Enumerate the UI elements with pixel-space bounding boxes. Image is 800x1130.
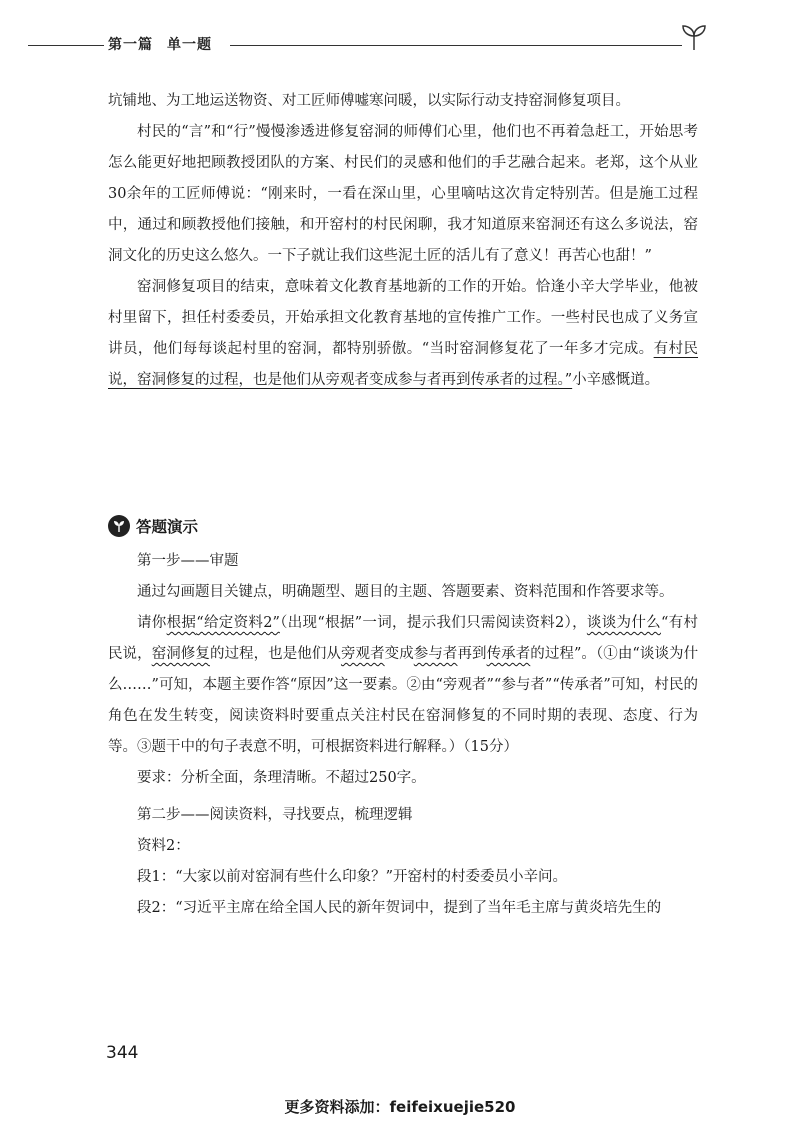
section-label: 单一题 [167,37,212,53]
step1-instruction: 通过勾画题目关键点，明确题型、题目的主题、答题要素、资料范围和作答要求等。 [137,584,674,600]
keyword-material: “给定资料2” [196,615,280,631]
answer-demo-heading: 答题演示 [108,515,198,537]
sprout-icon [680,22,708,52]
part-label: 第一篇 [108,37,153,53]
passage-block [108,86,698,396]
paragraph-villagers-influence: 村民的“言”和“行”慢慢渗透进修复窑洞的师傅们心里，他们也不再着急赶工，开始思考怎么能更好地把顾教授团队的方案、村民们的灵感和他们的手艺融合起来。老郑，这个从业30余年的工匠师傅说：“刚来时，一看在深山里，心里嘀咕这次肯定特别苦。但是施工过程中，通过和顾教授他们接触，和开窑村的村民闲聊，我才知道原来窑洞还有这么多说法，窑洞文化的历史这么悠久。一下子就让我们这些泥土匠的活儿有了意义！再苦心也甜！” [108,124,698,264]
paragraph-continued: 坑铺地、为工地运送物资、对工匠师傅嘘寒问暖，以实际行动支持窑洞修复项目。 [108,93,630,109]
material-label: 资料2： [137,838,190,854]
material-paragraph-1: 段1：“大家以前对窑洞有些什么印象？”开窑村的村委委员小辛问。 [137,869,568,885]
material-paragraph-2: 段2：“习近平主席在给全国人民的新年贺词中，提到了当年毛主席与黄炎培先生的 [137,900,662,916]
footer-note: 更多资料添加：feifeixuejie520 [284,1098,516,1116]
keyword-participant: 参与者 [413,646,458,662]
step2-title: 第二步——阅读资料，寻找要点，梳理逻辑 [137,807,413,823]
header-rule-left [28,45,108,46]
page-number: 344 [106,1043,139,1063]
keyword-genju: 根据 [166,615,197,631]
header-rule-right [230,45,682,46]
key-sentence-underlined: 有村民说，窑洞修复的过程，也是他们从旁观者变成参与者再到传承者的过程。” [108,341,699,388]
keyword-inheritor: 传承者 [486,646,531,662]
question-analysis: 请你根据“给定资料2”（出现“根据”一词，提示我们只需阅读资料2），谈谈为什么“有村民说，窑洞修复的过程，也是他们从旁观者变成参与者再到传承者的过程”。（①由“谈谈为什么……”可知，本题主要作答“原因”这一要素。②由“旁观者”“参与者”“传承者”可知，村民的角色在发生转变，阅读资料时要重点关注村民在窑洞修复的不同时期的表现、态度、行为等。③题干中的句子表意不明，可根据资料进行解释。）（15分） [108,615,699,755]
demo-block [108,546,698,924]
keyword-cave-repair: 窑洞修复 [151,646,210,662]
requirement-line: 要求：分析全面，条理清晰。不超过250字。 [137,770,426,786]
keyword-bystander: 旁观者 [340,646,385,662]
step1-title: 第一步——审题 [137,553,239,569]
sprout-badge-icon [108,515,130,537]
keyword-why: 谈谈为什么 [586,615,661,631]
paragraph-project-end: 窑洞修复项目的结束，意味着文化教育基地新的工作的开始。恰逢小辛大学毕业，他被村里留下，担任村委委员，开始承担文化教育基地的宣传推广工作。一些村民也成了义务宣讲员，他们每每谈起村里的窑洞，都特别骄傲。“当时窑洞修复花了一年多才完成。有村民说，窑洞修复的过程，也是他们从旁观者变成参与者再到传承者的过程。”小辛感慨道。 [108,279,699,388]
running-header [104,34,216,54]
